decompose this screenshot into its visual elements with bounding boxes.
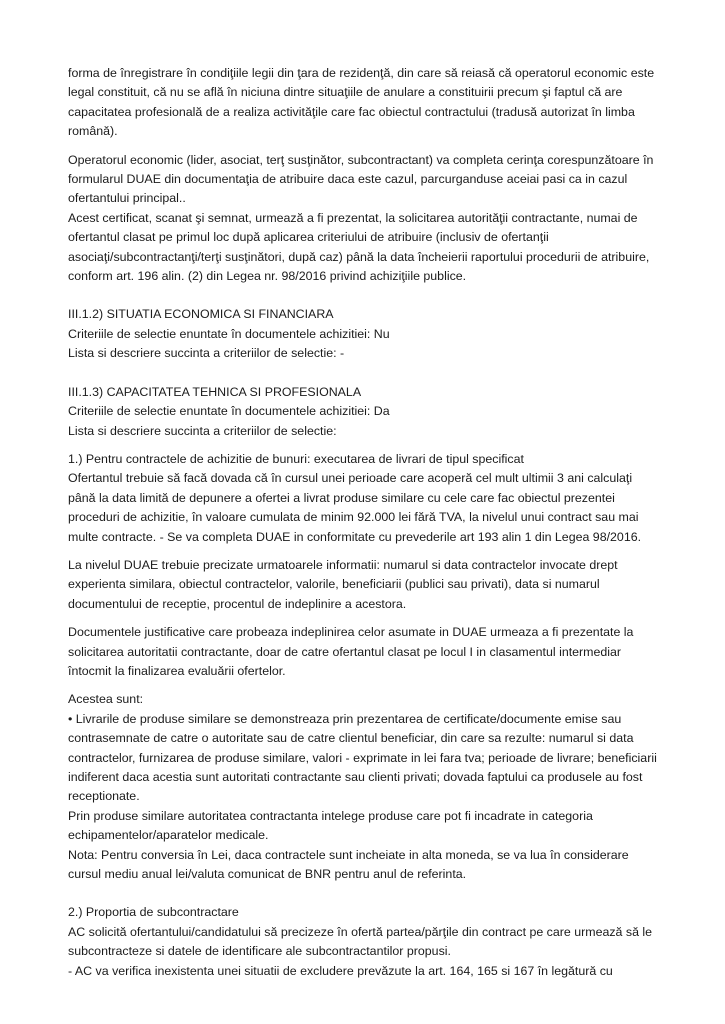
text-line: Criteriile de selectie enuntate în documentele achizitiei: Da xyxy=(68,404,390,419)
text-line: subcontracteze si datele de identificare ale subcontractantilor propusi. xyxy=(68,944,451,959)
text-line: La nivelul DUAE trebuie precizate urmatoarele informatii: numarul si data contractelor invocate drept xyxy=(68,557,618,572)
text-line: ofertantului principal.. xyxy=(68,191,186,206)
text-line: proceduri de achizitie, în valoare cumulata de minim 92.000 lei fără TVA, la nivelul unui contract sau mai xyxy=(68,510,639,525)
text-line: Documentele justificative care probeaza indeplinirea celor asumate in DUAE urmeaza a fi prezentate la xyxy=(68,625,634,640)
text-line: 1.) Pentru contractele de achizitie de bunuri: executarea de livrari de tipul specificat xyxy=(68,451,524,466)
text-line: forma de înregistrare în condiţiile legii din ţara de rezidenţă, din care să reiasă că operatorul economic este xyxy=(68,66,655,80)
text-line: indiferent daca acestia sunt autoritati contractante sau clienti privati; dovada faptului ca produsele au fost xyxy=(68,770,643,784)
text-line: Acestea sunt: xyxy=(68,692,144,707)
text-line: Ofertantul trebuie să facă dovada că în cursul unei perioade care acoperă cel mult ultimii 3 ani calculaţi xyxy=(68,471,633,486)
section-heading: III.1.2) SITUATIA ECONOMICA SI FINANCIARA xyxy=(68,307,334,322)
text-line: solicitarea autoritatii contractante, doar de catre ofertantul clasat pe locul I in clasamentul intermediar xyxy=(68,644,622,659)
text-line: conform art. 196 alin. (2) din Legea nr. 98/2016 privind achiziţiile publice. xyxy=(68,269,467,284)
text-line: română). xyxy=(68,124,118,139)
text-line: asociaţi/subcontractanţi/terţi susţinători, după caz) până la data încheierii raportului procedurii de atribuire, xyxy=(68,249,650,264)
text-line: AC solicită ofertantului/candidatului să precizeze în ofertă partea/părţile din contract pe care urmează să le xyxy=(68,924,653,939)
text-line: ofertantul clasat pe primul loc după aplicarea criteriului de atribuire (inclusiv de ofertanţii xyxy=(68,230,549,245)
text-line: documentului de receptie, procentul de indeplinire a acestora. xyxy=(68,596,407,611)
paragraph-duae-operator xyxy=(68,151,660,287)
text-line: legal constituit, că nu se află în niciuna dintre situaţiile de anulare a constituirii precum şi faptul că are xyxy=(68,85,623,100)
section-technical-professional xyxy=(68,383,660,441)
section-heading: III.1.3) CAPACITATEA TEHNICA SI PROFESIONALA xyxy=(68,384,362,399)
text-line: capacitatea profesională de a realiza activităţile care fac obiectul contractului (tradusă autorizat în limba xyxy=(68,104,635,119)
section-economic-financial xyxy=(68,305,660,363)
text-line: formularul DUAE din documentaţia de atribuire daca este cazul, parcurganduse aceiai pasi ca in cazul xyxy=(68,172,628,187)
text-line: Nota: Pentru conversia în Lei, daca contractele sunt incheiate in alta moneda, se va lua în considerare xyxy=(68,847,629,862)
text-line: cursul mediu anual lei/valuta comunicat de BNR pentru anul de referinta. xyxy=(68,867,467,882)
text-line: contrasemnate de catre o autoritate sau de catre clientul beneficiar, din care sa rezulte: numarul si data xyxy=(68,731,634,746)
text-line: - AC va verifica inexistenta unei situatii de excludere prevăzute la art. 164, 165 si 167 în legătură cu xyxy=(68,963,613,978)
text-line: Lista si descriere succinta a criteriilor de selectie: xyxy=(68,423,337,438)
text-line: contractelor, furnizarea de produse similare, valori - exprimate in lei fara tva; perioade de livrare; beneficiarii xyxy=(68,750,657,765)
text-line: Prin produse similare autoritatea contractanta intelege produse care pot fi incadrate in categoria xyxy=(68,808,593,823)
text-line: Acest certificat, scanat şi semnat, urmează a fi prezentat, la solicitarea autorităţii contractante, numai de xyxy=(68,210,638,225)
bullet-line: • Livrarile de produse similare se demonstreaza prin prezentarea de certificate/documente emise sau xyxy=(68,711,622,726)
text-line: până la data limită de depunere a ofertei a livrat produse similare cu cele care fac obiectul prezentei xyxy=(68,490,615,505)
text-line: Operatorul economic (lider, asociat, terţ susţinător, subcontractant) va completa cerinţa corespunzătoare în xyxy=(68,152,654,167)
document-page xyxy=(68,64,660,990)
paragraph-duae-info xyxy=(68,556,660,614)
text-line: multe contracte. - Se va completa DUAE in conformitate cu prevederile art 193 alin 1 din Legea 98/2016. xyxy=(68,529,642,544)
paragraph-similar-deliveries xyxy=(68,450,660,547)
text-line: echipamentelor/aparatelor medicale. xyxy=(68,828,269,843)
paragraph-subcontracting xyxy=(68,903,660,981)
text-line: experienta similara, obiectul contractelor, valorile, beneficiarii (publici sau privati), data si numarul xyxy=(68,577,600,592)
paragraph-supporting-documents xyxy=(68,623,660,681)
text-line: Criteriile de selectie enuntate în documentele achizitiei: Nu xyxy=(68,326,390,341)
text-line: receptionate. xyxy=(68,789,140,804)
text-line: Lista si descriere succinta a criteriilor de selectie: - xyxy=(68,346,345,361)
text-line: 2.) Proportia de subcontractare xyxy=(68,905,239,920)
text-line: întocmit la finalizarea evaluării ofertelor. xyxy=(68,663,286,678)
paragraph-registration-form xyxy=(68,64,660,142)
paragraph-documents-list xyxy=(68,690,660,884)
